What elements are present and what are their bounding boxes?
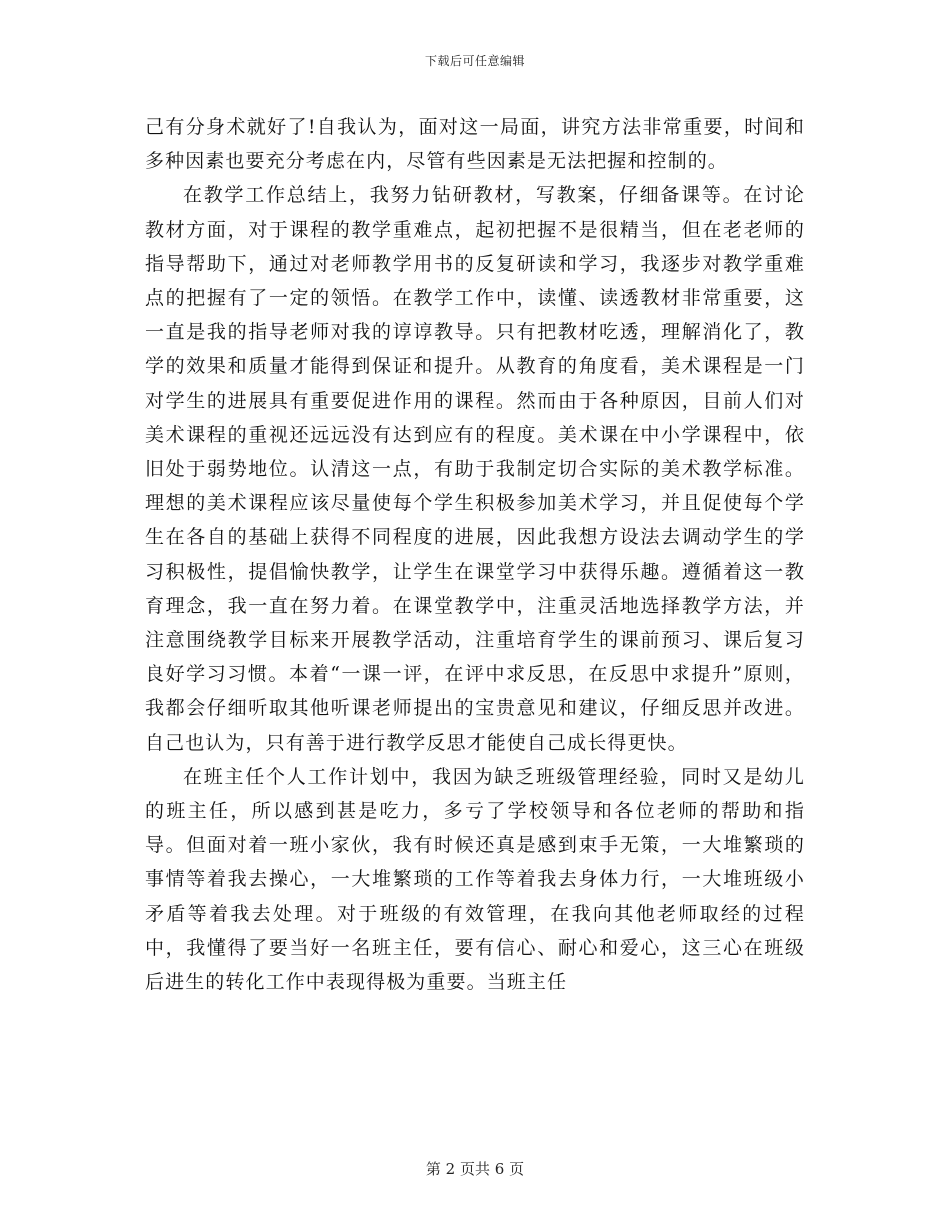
paragraph-class-teacher: 在班主任个人工作计划中，我因为缺乏班级管理经验，同时又是幼儿的班主任，所以感到甚是吃力，多亏了学校领导和各位老师的帮助和指导。但面对着一班小家伙，我有时候还真是感到束手无策，一大堆繁琐的事情等着我去操心，一大堆繁琐的工作等着我去身体力行，一大堆班级小矛盾等着我去处理。对于班级的有效管理，在我向其他老师取经的过程中，我懂得了要当好一名班主任，要有信心、耐心和爱心，这三心在班级后进生的转化工作中表现得极为重要。当班主任 [145,765,805,994]
page-number-footer: 第 2 页共 6 页 [425,1160,525,1178]
paragraph-continuation: 己有分身术就好了!自我认为，面对这一局面，讲究方法非常重要，时间和多种因素也要充分考虑在内，尽管有些因素是无法把握和控制的。 [145,116,805,173]
document-body [145,110,805,999]
paragraph-teaching-work: 在教学工作总结上，我努力钻研教材，写教案，仔细备课等。在讨论教材方面，对于课程的教学重难点，起初把握不是很精当，但在老老师的指导帮助下，通过对老师教学用书的反复研读和学习，我逐步对教学重难点的把握有了一定的领悟。在教学工作中，读懂、读透教材非常重要，这一直是我的指导老师对我的谆谆教导。只有把教材吃透，理解消化了，教学的效果和质量才能得到保证和提升。从教育的角度看，美术课程是一门对学生的进展具有重要促进作用的课程。然而由于各种原因，目前人们对美术课程的重视还远远没有达到应有的程度。美术课在中小学课程中，依旧处于弱势地位。认清这一点，有助于我制定切合实际的美术教学标准。理想的美术课程应该尽量使每个学生积极参加美术学习，并且促使每个学生在各自的基础上获得不同程度的进展，因此我想方设法去调动学生的学习积极性，提倡愉快教学，让学生在课堂学习中获得乐趣。遵循着这一教育理念，我一直在努力着。在课堂教学中，注重灵活地选择教学方法，并注意围绕教学目标来开展教学活动，注重培育学生的课前预习、课后复习良好学习习惯。本着“一课一评，在评中求反思，在反思中求提升”原则，我都会仔细听取其他听课老师提出的宝贵意见和建议，仔细反思并改进。自己也认为，只有善于进行教学反思才能使自己成长得更快。 [145,184,805,754]
page-header: 下载后可任意编辑 [424,54,525,68]
